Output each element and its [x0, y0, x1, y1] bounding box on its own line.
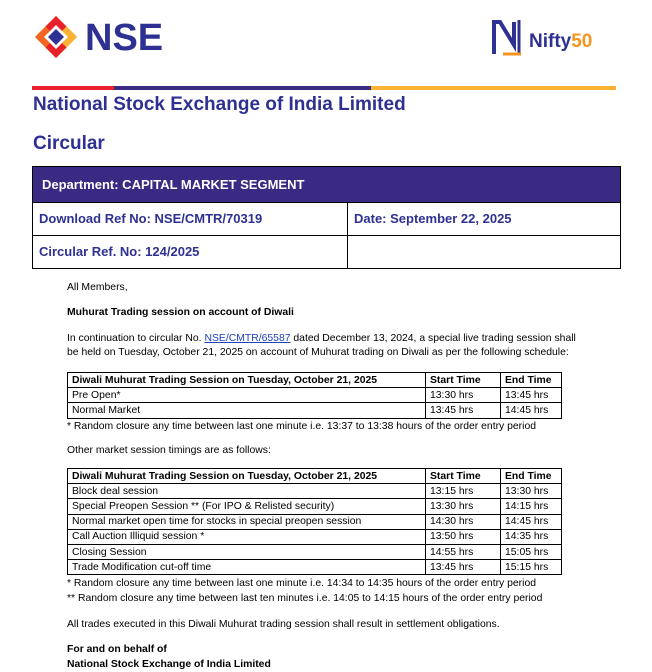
end-cell: 14:45 hrs — [501, 403, 562, 418]
table-header-end: End Time — [501, 469, 562, 484]
para1-prefix: In continuation to circular No. — [67, 333, 205, 344]
para3: All trades executed in this Diwali Muhurat trading session shall result in settlement obligations. — [67, 619, 500, 630]
end-cell: 14:45 hrs — [501, 514, 562, 529]
table-row — [68, 529, 562, 544]
table-row — [68, 484, 562, 499]
start-cell: 13:15 hrs — [426, 484, 501, 499]
session-cell: Block deal session — [68, 484, 426, 499]
org-title: National Stock Exchange of India Limited — [33, 94, 406, 115]
nifty-text: Nifty — [529, 31, 572, 52]
start-cell: 14:55 hrs — [426, 544, 501, 559]
salutation: All Members, — [67, 282, 128, 293]
table-row — [68, 560, 562, 575]
session-cell: Normal market open time for stocks in special preopen session — [68, 514, 426, 529]
signoff-line2: National Stock Exchange of India Limited — [67, 659, 271, 670]
table-row — [68, 544, 562, 559]
para2: Other market session timings are as follows: — [67, 445, 271, 456]
start-cell: 13:45 hrs — [426, 403, 501, 418]
table-row — [68, 403, 562, 418]
table-header-row — [68, 373, 562, 388]
download-ref: Download Ref No: NSE/CMTR/70319 — [39, 211, 263, 226]
table-header-session: Diwali Muhurat Trading Session on Tuesday, October 21, 2025 — [68, 373, 426, 388]
table-header-row — [68, 469, 562, 484]
note-3: ** Random closure any time between last ten minutes i.e. 14:05 to 14:15 hours of the order entry period — [67, 593, 543, 604]
session-cell: Closing Session — [68, 544, 426, 559]
department-header: Department: CAPITAL MARKET SEGMENT — [33, 167, 620, 202]
table-header-end: End Time — [501, 373, 562, 388]
start-cell: 13:30 hrs — [426, 499, 501, 514]
schedule-table-other — [67, 468, 562, 575]
subject: Muhurat Trading session on account of Diwali — [67, 307, 294, 318]
note-2: * Random closure any time between last one minute i.e. 14:34 to 14:35 hours of the order entry period — [67, 578, 537, 589]
end-cell: 14:35 hrs — [501, 529, 562, 544]
nifty-fifty-text: 50 — [571, 31, 593, 52]
schedule-table-main — [67, 372, 562, 419]
end-cell: 14:15 hrs — [501, 499, 562, 514]
nse-wordmark: NSE — [85, 17, 164, 59]
circular-link[interactable]: NSE/CMTR/65587 — [204, 333, 291, 344]
session-cell: Normal Market — [68, 403, 426, 418]
header-color-bar — [32, 86, 616, 90]
nifty50-wordmark — [529, 30, 592, 54]
note-1: * Random closure any time between last one minute i.e. 13:37 to 13:38 hours of the order entry period — [67, 421, 537, 432]
circular-ref: Circular Ref. No: 124/2025 — [39, 244, 200, 259]
end-cell: 13:45 hrs — [501, 388, 562, 403]
signoff-line1: For and on behalf of — [67, 644, 167, 655]
nse-logo-icon — [35, 16, 77, 58]
circular-title: Circular — [33, 133, 105, 154]
table-row — [68, 388, 562, 403]
table-row — [68, 499, 562, 514]
reference-box — [32, 166, 621, 269]
start-cell: 13:50 hrs — [426, 529, 501, 544]
session-cell: Pre Open* — [68, 388, 426, 403]
session-cell: Trade Modification cut-off time — [68, 560, 426, 575]
end-cell: 13:30 hrs — [501, 484, 562, 499]
table-row — [68, 514, 562, 529]
ref-vertical-divider — [347, 202, 348, 268]
para1-line1 — [67, 332, 576, 346]
start-cell: 14:30 hrs — [426, 514, 501, 529]
start-cell: 13:30 hrs — [426, 388, 501, 403]
session-cell: Call Auction Illiquid session * — [68, 529, 426, 544]
para1-line2: be held on Tuesday, October 21, 2025 on account of Muhurat trading on Diwali as per the following schedule: — [67, 347, 569, 358]
session-cell: Special Preopen Session ** (For IPO & Relisted security) — [68, 499, 426, 514]
nifty50-logo-icon — [491, 17, 525, 57]
circular-date: Date: September 22, 2025 — [354, 211, 512, 226]
end-cell: 15:15 hrs — [501, 560, 562, 575]
para1-suffix: dated December 13, 2024, a special live trading session shall — [290, 333, 576, 344]
end-cell: 15:05 hrs — [501, 544, 562, 559]
table-header-start: Start Time — [426, 469, 501, 484]
table-header-start: Start Time — [426, 373, 501, 388]
start-cell: 13:45 hrs — [426, 560, 501, 575]
table-header-session: Diwali Muhurat Trading Session on Tuesday, October 21, 2025 — [68, 469, 426, 484]
